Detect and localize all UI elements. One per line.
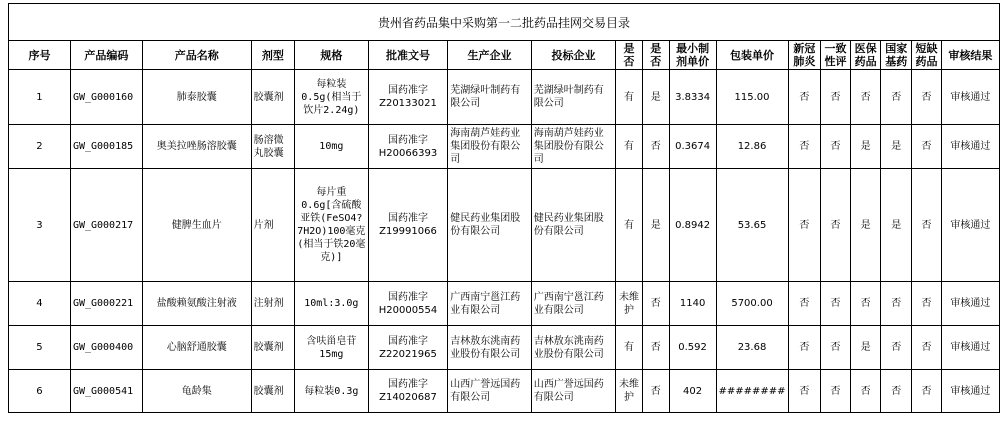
cell-insurance: 否 bbox=[850, 370, 881, 413]
cell-review-result: 审核通过 bbox=[941, 169, 999, 282]
cell-package-price: 53.65 bbox=[716, 169, 788, 282]
header-approval-number: 批准文号 bbox=[368, 41, 448, 70]
cell-product-code: GW_G000400 bbox=[70, 326, 142, 370]
header-insurance: 医保药品 bbox=[850, 41, 881, 70]
cell-flag-1: 有 bbox=[616, 125, 643, 169]
cell-shortage-drug: 否 bbox=[912, 70, 942, 125]
cell-product-name: 肺泰胶囊 bbox=[142, 70, 251, 125]
cell-package-price: 12.86 bbox=[716, 125, 788, 169]
header-bidder: 投标企业 bbox=[531, 41, 615, 70]
table-row bbox=[9, 169, 1000, 282]
cell-package-price: ######## bbox=[716, 370, 788, 413]
cell-insurance: 是 bbox=[850, 169, 881, 282]
cell-row-index: 2 bbox=[9, 125, 71, 169]
cell-product-code: GW_G000541 bbox=[70, 370, 142, 413]
cell-consistency: 否 bbox=[821, 370, 851, 413]
cell-essential-drug: 否 bbox=[881, 70, 912, 125]
cell-approval-number: 国药准字H20000554 bbox=[368, 282, 448, 326]
header-flag-1: 是否 bbox=[616, 41, 643, 70]
table-title: 贵州省药品集中采购第一二批药品挂网交易目录 bbox=[9, 4, 1000, 41]
cell-product-code: GW_G000221 bbox=[70, 282, 142, 326]
cell-consistency: 否 bbox=[821, 326, 851, 370]
cell-product-name: 心脑舒通胶囊 bbox=[142, 326, 251, 370]
header-package-price: 包装单价 bbox=[716, 41, 788, 70]
cell-row-index: 6 bbox=[9, 370, 71, 413]
header-index: 序号 bbox=[9, 41, 71, 70]
cell-product-name: 健脾生血片 bbox=[142, 169, 251, 282]
header-dosage-form: 剂型 bbox=[251, 41, 294, 70]
table-row bbox=[9, 282, 1000, 326]
cell-product-code: GW_G000217 bbox=[70, 169, 142, 282]
cell-bidder: 广西南宁邕江药业有限公司 bbox=[531, 282, 615, 326]
cell-package-price: 5700.00 bbox=[716, 282, 788, 326]
cell-product-name: 龟龄集 bbox=[142, 370, 251, 413]
cell-flag-2: 否 bbox=[642, 125, 669, 169]
cell-manufacturer: 海南葫芦娃药业集团股份有限公司 bbox=[448, 125, 531, 169]
cell-shortage-drug: 否 bbox=[912, 125, 942, 169]
cell-flag-1: 未维护 bbox=[616, 370, 643, 413]
header-review-result: 审核结果 bbox=[941, 41, 999, 70]
cell-dosage-form: 胶囊剂 bbox=[251, 70, 294, 125]
cell-row-index: 4 bbox=[9, 282, 71, 326]
cell-product-name: 盐酸赖氨酸注射液 bbox=[142, 282, 251, 326]
cell-specification: 10ml:3.0g bbox=[295, 282, 369, 326]
cell-covid: 否 bbox=[788, 125, 821, 169]
cell-package-price: 115.00 bbox=[716, 70, 788, 125]
table-row bbox=[9, 70, 1000, 125]
cell-shortage-drug: 否 bbox=[912, 370, 942, 413]
cell-bidder: 健民药业集团股份有限公司 bbox=[531, 169, 615, 282]
cell-min-unit-price: 0.592 bbox=[669, 326, 716, 370]
cell-min-unit-price: 3.8334 bbox=[669, 70, 716, 125]
cell-flag-2: 是 bbox=[642, 169, 669, 282]
cell-approval-number: 国药准字Z20133021 bbox=[368, 70, 448, 125]
cell-manufacturer: 芜湖绿叶制药有限公司 bbox=[448, 70, 531, 125]
cell-shortage-drug: 否 bbox=[912, 282, 942, 326]
cell-insurance: 否 bbox=[850, 282, 881, 326]
cell-flag-2: 否 bbox=[642, 282, 669, 326]
cell-product-code: GW_G000160 bbox=[70, 70, 142, 125]
cell-row-index: 3 bbox=[9, 169, 71, 282]
header-consistency: 一致性评 bbox=[821, 41, 851, 70]
cell-dosage-form: 胶囊剂 bbox=[251, 326, 294, 370]
cell-review-result: 审核通过 bbox=[941, 326, 999, 370]
cell-product-name: 奥美拉唑肠溶胶囊 bbox=[142, 125, 251, 169]
cell-flag-2: 否 bbox=[642, 370, 669, 413]
cell-insurance: 是 bbox=[850, 326, 881, 370]
cell-essential-drug: 否 bbox=[881, 370, 912, 413]
cell-dosage-form: 片剂 bbox=[251, 169, 294, 282]
cell-bidder: 山西广誉远国药有限公司 bbox=[531, 370, 615, 413]
cell-specification: 含呋甾皂苷15mg bbox=[295, 326, 369, 370]
cell-row-index: 1 bbox=[9, 70, 71, 125]
cell-dosage-form: 注射剂 bbox=[251, 282, 294, 326]
header-product-name: 产品名称 bbox=[142, 41, 251, 70]
cell-bidder: 海南葫芦娃药业集团股份有限公司 bbox=[531, 125, 615, 169]
cell-min-unit-price: 1140 bbox=[669, 282, 716, 326]
cell-essential-drug: 是 bbox=[881, 125, 912, 169]
cell-flag-1: 有 bbox=[616, 326, 643, 370]
cell-insurance: 否 bbox=[850, 70, 881, 125]
header-shortage-drug: 短缺药品 bbox=[912, 41, 942, 70]
table-row bbox=[9, 370, 1000, 413]
cell-flag-2: 否 bbox=[642, 326, 669, 370]
cell-covid: 否 bbox=[788, 370, 821, 413]
cell-review-result: 审核通过 bbox=[941, 282, 999, 326]
cell-min-unit-price: 402 bbox=[669, 370, 716, 413]
cell-specification: 每片重0.6g[含硫酸亚铁(FeSO4?7H2O)100毫克(相当于铁20毫克)] bbox=[295, 169, 369, 282]
cell-flag-1: 未维护 bbox=[616, 282, 643, 326]
cell-row-index: 5 bbox=[9, 326, 71, 370]
cell-covid: 否 bbox=[788, 169, 821, 282]
cell-shortage-drug: 否 bbox=[912, 169, 942, 282]
cell-essential-drug: 是 bbox=[881, 169, 912, 282]
cell-consistency: 否 bbox=[821, 125, 851, 169]
cell-min-unit-price: 0.3674 bbox=[669, 125, 716, 169]
cell-approval-number: 国药准字Z22021965 bbox=[368, 326, 448, 370]
cell-specification: 10mg bbox=[295, 125, 369, 169]
cell-package-price: 23.68 bbox=[716, 326, 788, 370]
cell-consistency: 否 bbox=[821, 70, 851, 125]
cell-flag-2: 是 bbox=[642, 70, 669, 125]
header-min-unit-price: 最小制剂单价 bbox=[669, 41, 716, 70]
cell-specification: 每粒装0.5g(相当于饮片2.24g) bbox=[295, 70, 369, 125]
cell-covid: 否 bbox=[788, 326, 821, 370]
cell-manufacturer: 吉林敖东洮南药业股份有限公司 bbox=[448, 326, 531, 370]
cell-dosage-form: 胶囊剂 bbox=[251, 370, 294, 413]
cell-manufacturer: 健民药业集团股份有限公司 bbox=[448, 169, 531, 282]
cell-flag-1: 有 bbox=[616, 169, 643, 282]
cell-insurance: 是 bbox=[850, 125, 881, 169]
cell-specification: 每粒装0.3g bbox=[295, 370, 369, 413]
header-flag-2: 是否 bbox=[642, 41, 669, 70]
cell-consistency: 否 bbox=[821, 169, 851, 282]
cell-consistency: 否 bbox=[821, 282, 851, 326]
cell-bidder: 吉林敖东洮南药业股份有限公司 bbox=[531, 326, 615, 370]
table-row bbox=[9, 125, 1000, 169]
table-row bbox=[9, 326, 1000, 370]
cell-approval-number: 国药准字Z19991066 bbox=[368, 169, 448, 282]
cell-dosage-form: 肠溶微丸胶囊 bbox=[251, 125, 294, 169]
cell-product-code: GW_G000185 bbox=[70, 125, 142, 169]
cell-manufacturer: 山西广誉远国药有限公司 bbox=[448, 370, 531, 413]
cell-approval-number: 国药准字Z14020687 bbox=[368, 370, 448, 413]
drug-catalog-table bbox=[8, 3, 1000, 413]
cell-covid: 否 bbox=[788, 70, 821, 125]
cell-review-result: 审核通过 bbox=[941, 125, 999, 169]
header-product-code: 产品编码 bbox=[70, 41, 142, 70]
cell-essential-drug: 否 bbox=[881, 326, 912, 370]
cell-shortage-drug: 否 bbox=[912, 326, 942, 370]
cell-essential-drug: 否 bbox=[881, 282, 912, 326]
cell-covid: 否 bbox=[788, 282, 821, 326]
header-specification: 规格 bbox=[295, 41, 369, 70]
header-row bbox=[9, 41, 1000, 70]
cell-review-result: 审核通过 bbox=[941, 370, 999, 413]
cell-min-unit-price: 0.8942 bbox=[669, 169, 716, 282]
cell-bidder: 芜湖绿叶制药有限公司 bbox=[531, 70, 615, 125]
cell-flag-1: 有 bbox=[616, 70, 643, 125]
header-covid: 新冠肺炎 bbox=[788, 41, 821, 70]
header-manufacturer: 生产企业 bbox=[448, 41, 531, 70]
cell-approval-number: 国药准字H20066393 bbox=[368, 125, 448, 169]
cell-review-result: 审核通过 bbox=[941, 70, 999, 125]
header-essential-drug: 国家基药 bbox=[881, 41, 912, 70]
cell-manufacturer: 广西南宁邕江药业有限公司 bbox=[448, 282, 531, 326]
